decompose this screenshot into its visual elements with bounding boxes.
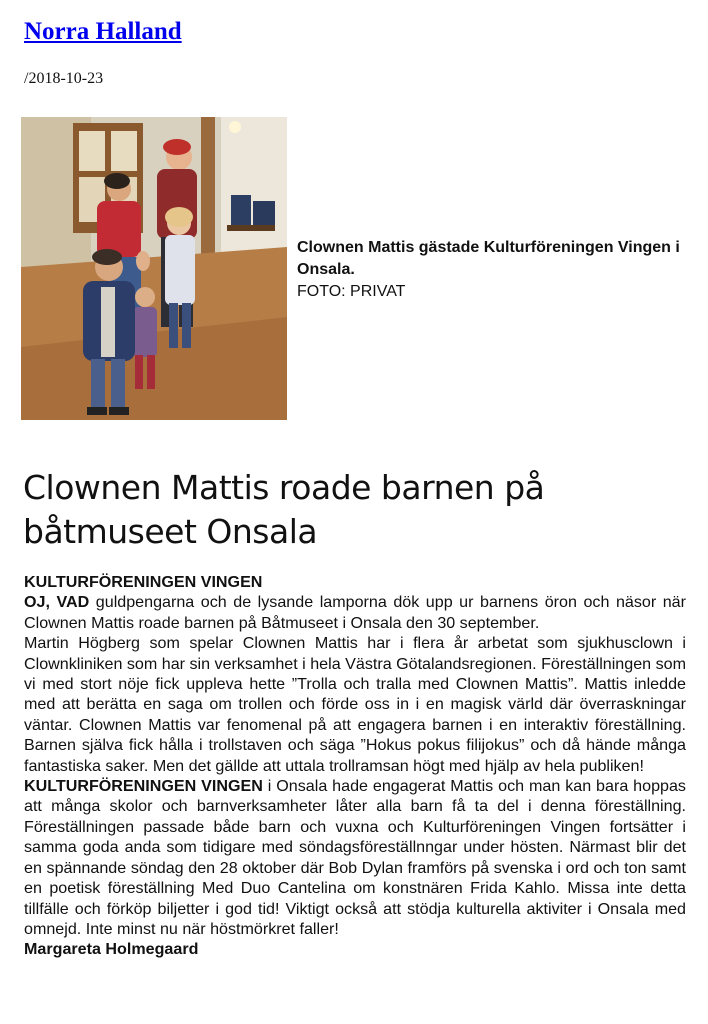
paragraph-3 [24,776,686,939]
article-photo [21,117,287,420]
paragraph-2: Martin Högberg som spelar Clownen Mattis har i flera år arbetat som sjukhusclown i Clownkliniken som har sin verksamhet i hela Västra Götalandsregionen. Föreställningen som vi med stort nöje fick uppleva hette ”Trolla och tralla med Clownen Mattis”. Mattis inledde med att berätta en saga om trollen och förde oss in i en magisk värld där överraskningar väntar. Clownen Mattis var fenomenal på att engagera barnen i en interaktiv föreställning. Barnen själva fick hålla i trollstaven och säga ”Hokus pokus filijokus” och då hände många fantastiska saker. Men det gällde att uttala trollramsan högt med hjälp av hela publiken! [24,634,686,775]
article-body [24,572,686,960]
article-author: Margareta Holmegaard [24,940,199,959]
photo-credit: FOTO: PRIVAT [297,283,406,300]
paragraph-3-lead: KULTURFÖRENINGEN VINGEN [24,777,263,796]
article-kicker: KULTURFÖRENINGEN VINGEN [24,573,263,591]
publication-date: /2018-10-23 [24,70,104,87]
paragraph-3-text: i Onsala hade engagerat Mattis och man kan bara hoppas att många skolor och barnverksamheter låter alla barn få ta del i denna föreställning. Föreställningen passade både barn och vuxna och Kulturföreningen Vingen fortsätter i samma goda anda som tidigare med söndagsföreställnngar under hösten. Närmast blir det en spännande söndag den 28 oktober där Bob Dylan framförs på svenska i ord och ton samt en poetisk föreställning Med Duo Cantelina om konstnären Frida Kahlo. Missa inte detta tillfälle och förköp biljetter i god tid! Viktigt också att stödja kulturella aktiviter i Onsala med omnejd. Inte minst nu när höstmörkret faller! [24,777,686,938]
article-headline: Clownen Mattis roade barnen på båtmuseet Onsala [23,468,545,551]
paragraph-1-text: guldpengarna och de lysande lamporna dök upp ur barnens öron och näsor när Clownen Mattis roade barnen på Båtmuseet i Onsala den 30 september. [24,593,686,632]
caption-text: Clownen Mattis gästade Kulturföreningen Vingen i Onsala. [297,239,680,278]
paragraph-1 [24,592,686,633]
paragraph-1-lead: OJ, VAD [24,593,90,612]
source-link[interactable]: Norra Halland [24,18,182,45]
photo-caption [297,237,697,303]
